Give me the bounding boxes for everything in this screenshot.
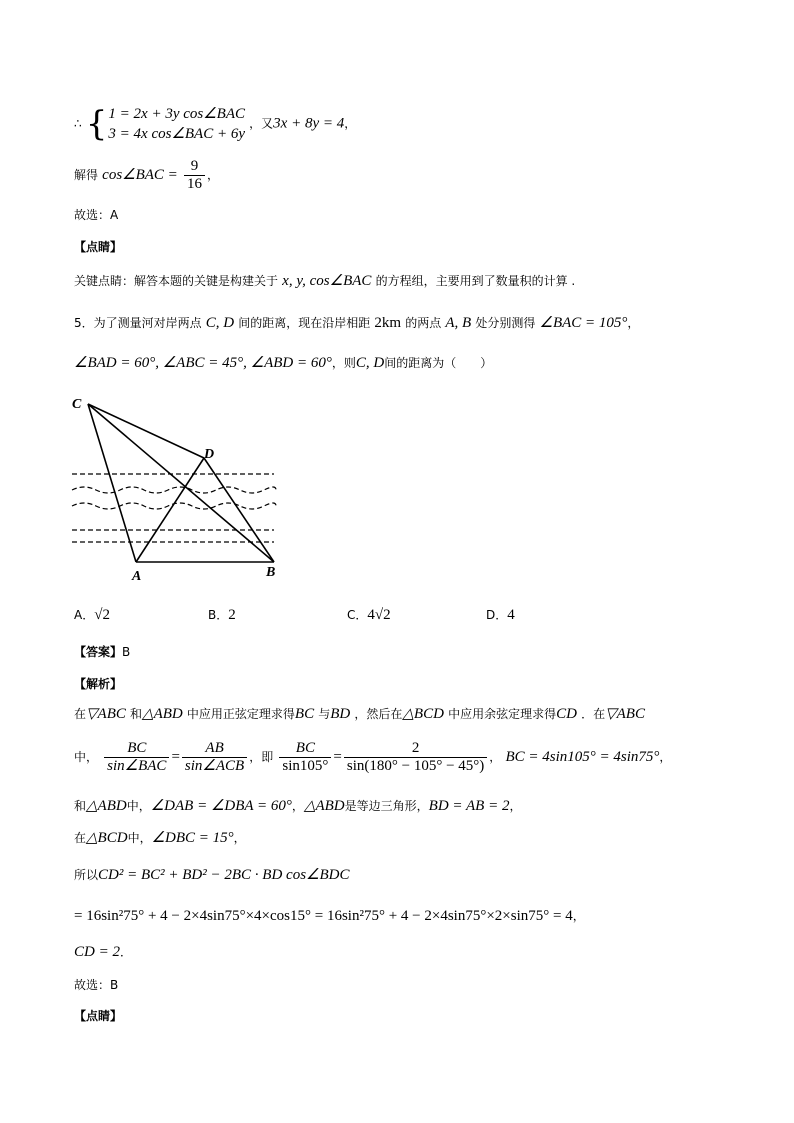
s1-tri-abc: ▽ABC bbox=[86, 706, 126, 722]
answer-line bbox=[74, 643, 130, 662]
river-wave-1 bbox=[72, 487, 276, 493]
solution-line-6 bbox=[74, 907, 585, 926]
q5-angles: ∠BAD = 60°, ∠ABC = 45°, ∠ABD = 60° bbox=[74, 355, 332, 371]
s4-a: 在 bbox=[74, 831, 87, 845]
punct: ， bbox=[233, 831, 246, 845]
therefore-symbol: ∴ bbox=[74, 116, 82, 131]
solution-line-7 bbox=[74, 943, 132, 962]
q5-text-d: 处分别测得 bbox=[475, 316, 536, 330]
key-point-line bbox=[74, 272, 575, 291]
equation-3: 3x + 8y = 4 bbox=[273, 115, 345, 132]
key-point-vars: x, y, cos∠BAC bbox=[282, 273, 372, 289]
s1-cd: CD bbox=[556, 706, 577, 722]
punct: ， bbox=[206, 168, 219, 182]
s3-c: ， bbox=[291, 799, 304, 813]
solved-line bbox=[74, 158, 219, 193]
fraction-bc-sin105 bbox=[279, 740, 331, 775]
equals: = bbox=[171, 749, 180, 765]
s1-c: 中应用正弦定理求得 bbox=[186, 707, 295, 721]
q5-text-then: ，则 bbox=[331, 356, 356, 370]
fraction-2-sin30 bbox=[344, 740, 487, 775]
solution-line-3 bbox=[74, 797, 521, 816]
s1-tri-abc-2: ▽ABC bbox=[605, 706, 645, 722]
question-5-line-2 bbox=[74, 354, 492, 373]
frac-num: AB bbox=[182, 740, 247, 758]
q5-text-b: 间的距离，现在沿岸相距 bbox=[238, 316, 371, 330]
frac-num: BC bbox=[104, 740, 169, 758]
label-c: C bbox=[72, 397, 82, 412]
punct: ， bbox=[489, 750, 502, 764]
equals: = bbox=[333, 749, 342, 765]
s3-angles: ∠DAB = ∠DBA = 60° bbox=[150, 798, 292, 814]
frac-den: sin(180° − 105° − 45°) bbox=[346, 758, 485, 774]
river-geometry-figure bbox=[64, 390, 284, 590]
s4-tri: △BCD bbox=[86, 830, 128, 846]
option-c[interactable] bbox=[347, 606, 391, 624]
punct: ， bbox=[572, 909, 585, 923]
option-a-label: A． bbox=[74, 608, 95, 622]
system-line bbox=[74, 104, 356, 144]
label-b: B bbox=[266, 565, 276, 580]
edge-cb bbox=[88, 404, 274, 562]
solution-line-4 bbox=[74, 829, 246, 848]
q5-text-c: 的两点 bbox=[405, 316, 442, 330]
punct: ． bbox=[119, 945, 132, 959]
q5-cd: C, D bbox=[205, 315, 235, 331]
s1-tri-bcd: △BCD bbox=[402, 706, 444, 722]
edge-cd bbox=[88, 404, 204, 458]
option-b[interactable] bbox=[208, 606, 236, 624]
label-a: A bbox=[132, 569, 142, 584]
also-text: ，又 bbox=[249, 116, 274, 131]
s1-b: 和 bbox=[130, 707, 143, 721]
frac-den: sin∠BAC bbox=[107, 758, 167, 774]
edge-db bbox=[204, 458, 274, 562]
solution-line-2 bbox=[74, 740, 671, 775]
fraction-denominator: 16 bbox=[186, 176, 202, 192]
fraction-ab-sinacb bbox=[182, 740, 247, 775]
punct: ， bbox=[509, 799, 522, 813]
s4-b: 中， bbox=[127, 831, 152, 845]
solution-line-5 bbox=[74, 866, 349, 885]
frac-den: sin∠ACB bbox=[184, 758, 245, 774]
frac-den: sin105° bbox=[282, 758, 329, 774]
question-5-line-1 bbox=[74, 314, 639, 333]
q5-text-ask: 间的距离为（ ） bbox=[384, 356, 493, 370]
equation-system bbox=[108, 104, 245, 144]
option-a[interactable] bbox=[74, 606, 110, 624]
option-c-label: C． bbox=[347, 608, 368, 622]
option-b-value: 2 bbox=[228, 607, 236, 623]
s1-g: ．在 bbox=[581, 707, 606, 721]
s5-a: 所以 bbox=[74, 868, 99, 882]
option-a-value: √2 bbox=[94, 607, 110, 623]
frac-num: 2 bbox=[344, 740, 487, 758]
left-brace: { bbox=[85, 104, 108, 144]
q5-cd-2: C, D bbox=[355, 355, 385, 371]
tip-heading-1: 【点睛】 bbox=[74, 240, 123, 254]
s3-d: 是等边三角形， bbox=[344, 799, 429, 813]
tip-heading-2: 【点睛】 bbox=[74, 1009, 123, 1023]
choice-line-a: 故选：A bbox=[74, 208, 119, 222]
s6-computation: = 16sin²75° + 4 − 2×4sin75°×4×cos15° = 16sin²75° + 4 − 2×4sin75°×2×sin75° = 4 bbox=[74, 908, 573, 924]
s1-tri-abd: △ABD bbox=[142, 706, 183, 722]
s1-bc: BC bbox=[294, 706, 315, 722]
river-lines bbox=[72, 474, 276, 542]
edge-ca bbox=[88, 404, 136, 562]
s5-cosine-law: CD² = BC² + BD² − 2BC · BD cos∠BDC bbox=[98, 867, 350, 883]
triangle-edges bbox=[88, 404, 274, 562]
option-c-value: 4√2 bbox=[367, 607, 391, 623]
frac-num: BC bbox=[279, 740, 331, 758]
equation-1: 1 = 2x + 3y cos∠BAC bbox=[108, 106, 246, 122]
s3-tri-2: △ABD bbox=[303, 798, 345, 814]
option-b-label: B． bbox=[208, 608, 229, 622]
key-point-tail: 的方程组，主要用到了数量积的计算 . bbox=[375, 274, 576, 288]
solved-label: 解得 bbox=[74, 168, 99, 182]
punct: ， bbox=[659, 750, 672, 764]
q5-distance: 2km bbox=[374, 315, 402, 331]
punct: ， bbox=[627, 316, 640, 330]
option-d[interactable] bbox=[486, 606, 515, 624]
s2-bc-result: BC = 4sin105° = 4sin75° bbox=[505, 749, 660, 765]
equation-2: 3 = 4x cos∠BAC + 6y bbox=[108, 126, 246, 142]
fraction-numerator: 9 bbox=[184, 158, 205, 176]
analysis-heading: 【解析】 bbox=[74, 677, 123, 691]
q5-ab: A, B bbox=[445, 315, 472, 331]
solution-line-1 bbox=[74, 705, 645, 724]
cos-expression: cos∠BAC = bbox=[102, 167, 178, 183]
s2-pre: 中， bbox=[74, 750, 99, 764]
s1-bd: BD bbox=[330, 706, 351, 722]
s4-angle: ∠DBC = 15° bbox=[151, 830, 234, 846]
option-d-label: D． bbox=[486, 608, 508, 622]
s1-f: 中应用余弦定理求得 bbox=[448, 707, 557, 721]
answer-tag: 【答案】 bbox=[74, 645, 123, 659]
s7-result: CD = 2 bbox=[74, 944, 120, 960]
fraction-bc-sinbac bbox=[104, 740, 169, 775]
s3-a: 和 bbox=[74, 799, 87, 813]
s2-mid: ，即 bbox=[249, 750, 274, 764]
s1-a: 在 bbox=[74, 707, 87, 721]
s3-tri: △ABD bbox=[86, 798, 127, 814]
punct: ， bbox=[344, 116, 357, 131]
label-d: D bbox=[204, 447, 215, 462]
s1-e: ，然后在 bbox=[354, 707, 403, 721]
fraction-9-16 bbox=[184, 158, 205, 193]
option-d-value: 4 bbox=[507, 607, 515, 623]
choice-line-b: 故选：B bbox=[74, 978, 119, 992]
q5-text-a: 5．为了测量河对岸两点 bbox=[74, 316, 202, 330]
key-point-text: 关键点睛：解答本题的关键是构建关于 bbox=[74, 274, 279, 288]
answer-value: B bbox=[122, 645, 131, 659]
s1-d: 与 bbox=[318, 707, 331, 721]
q5-angle-bac: ∠BAC = 105° bbox=[539, 315, 628, 331]
s3-bd: BD = AB = 2 bbox=[428, 798, 510, 814]
s3-b: 中， bbox=[126, 799, 151, 813]
